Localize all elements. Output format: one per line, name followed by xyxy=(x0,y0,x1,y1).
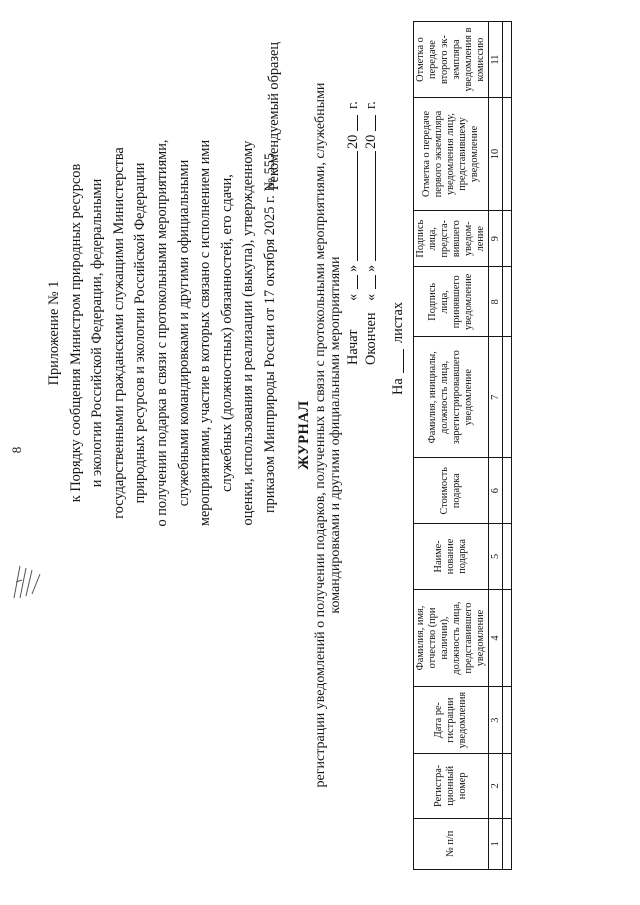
appendix-line: и экологии Российской Федерации, федеральными xyxy=(89,178,106,488)
appendix-header xyxy=(44,53,282,613)
empty-cell xyxy=(503,267,512,337)
appendix-line: служебными командировками и другими официальными xyxy=(175,159,192,507)
journal-dates xyxy=(344,35,380,365)
appendix-line: о получении подарка в связи с протокольными мероприятиями, xyxy=(153,139,170,527)
header-cell: Фамилия, имя, отчество (при наличии), должность лица, представившего уведомление xyxy=(414,589,489,687)
journal-subtitle-line: регистрации уведомлений о получении подарков, полученных в связи с протокольными мероприятиями, служебными xyxy=(312,82,328,788)
appendix-line: служебных (должностных) обязанностей, его сдачи, xyxy=(218,174,235,492)
header-cell: Отметка о передаче второго экземпляра уведомления в комиссию xyxy=(414,22,489,98)
column-number: 3 xyxy=(489,687,503,754)
column-number: 7 xyxy=(489,337,503,458)
column-number: 11 xyxy=(489,22,503,98)
empty-cell xyxy=(503,22,512,98)
journal-title xyxy=(297,75,344,795)
appendix-line: природных ресурсов и экологии Российской Федерации xyxy=(132,162,149,504)
pen-scribble-mark xyxy=(10,560,52,602)
empty-cell xyxy=(503,524,512,590)
appendix-line: государственными гражданскими служащими Министерства xyxy=(110,147,127,519)
year-blank xyxy=(357,115,358,131)
close-quote: » xyxy=(363,264,379,272)
day-blank xyxy=(357,275,358,289)
table-header-row xyxy=(414,22,489,870)
column-number: 8 xyxy=(489,267,503,337)
sample-label: Рекомендуемый образец xyxy=(266,42,282,191)
page-number: 8 xyxy=(9,446,24,454)
register-table xyxy=(413,21,512,870)
column-number-row xyxy=(489,22,503,870)
column-number: 1 xyxy=(489,818,503,869)
close-quote: » xyxy=(345,264,361,272)
header-cell: Подпись лица, представившего уведомление xyxy=(414,210,489,266)
appendix-line: приказом Минприроды России от 17 октября 2025 г. № 555 xyxy=(261,152,278,514)
column-number: 4 xyxy=(489,589,503,687)
column-number: 9 xyxy=(489,210,503,266)
empty-cell xyxy=(503,98,512,211)
empty-cell xyxy=(503,754,512,819)
column-number: 2 xyxy=(489,754,503,819)
appendix-line: мероприятиями, участие в которых связано с исполнением ими xyxy=(197,139,214,527)
year-suffix: г. xyxy=(363,101,379,109)
open-quote: « xyxy=(345,293,361,301)
header-cell: Наименование подарка xyxy=(414,524,489,590)
column-number: 5 xyxy=(489,524,503,590)
start-date-row xyxy=(344,35,362,365)
century: 20 xyxy=(345,134,361,149)
sheets-suffix: листах xyxy=(390,301,406,343)
column-number: 10 xyxy=(489,98,503,211)
start-date-label: Начат xyxy=(345,329,361,365)
journal-subtitle-line: командировками и другими официальными мероприятиями xyxy=(328,256,343,614)
header-cell: Дата регистрации уведомления xyxy=(414,687,489,754)
header-cell: Отметка о передаче первого экземпляра уведомления лицу, представившему уведомление xyxy=(414,98,489,211)
column-number: 6 xyxy=(489,458,503,524)
year-suffix: г. xyxy=(345,101,361,109)
appendix-line: оценки, использования и реализации (выкупа), утвержденному xyxy=(240,140,257,526)
month-blank xyxy=(375,151,376,261)
sheets-prefix: На xyxy=(390,378,406,395)
open-quote: « xyxy=(363,293,379,301)
empty-cell xyxy=(503,210,512,266)
sheets-blank xyxy=(403,349,404,373)
header-cell: № п/п xyxy=(414,818,489,869)
header-cell: Подпись лица, принявшего уведомление xyxy=(414,267,489,337)
appendix-line: Приложение № 1 xyxy=(46,280,62,386)
empty-table-row xyxy=(503,22,512,870)
day-blank xyxy=(375,275,376,289)
header-cell: Стоимость подарка xyxy=(414,458,489,524)
year-blank xyxy=(375,115,376,131)
end-date-label: Окончен xyxy=(363,312,379,365)
empty-cell xyxy=(503,818,512,869)
month-blank xyxy=(357,151,358,261)
appendix-line: к Порядку сообщения Министром природных ресурсов xyxy=(67,163,84,503)
end-date-row xyxy=(362,35,380,365)
empty-cell xyxy=(503,337,512,458)
empty-cell xyxy=(503,589,512,687)
century: 20 xyxy=(363,134,379,149)
empty-cell xyxy=(503,687,512,754)
header-cell: Фамилия, инициалы, должность лица, зарегистрировавшего уведомление xyxy=(414,337,489,458)
journal-heading: ЖУРНАЛ xyxy=(296,400,312,470)
header-cell: Регистрационный номер xyxy=(414,754,489,819)
empty-cell xyxy=(503,458,512,524)
